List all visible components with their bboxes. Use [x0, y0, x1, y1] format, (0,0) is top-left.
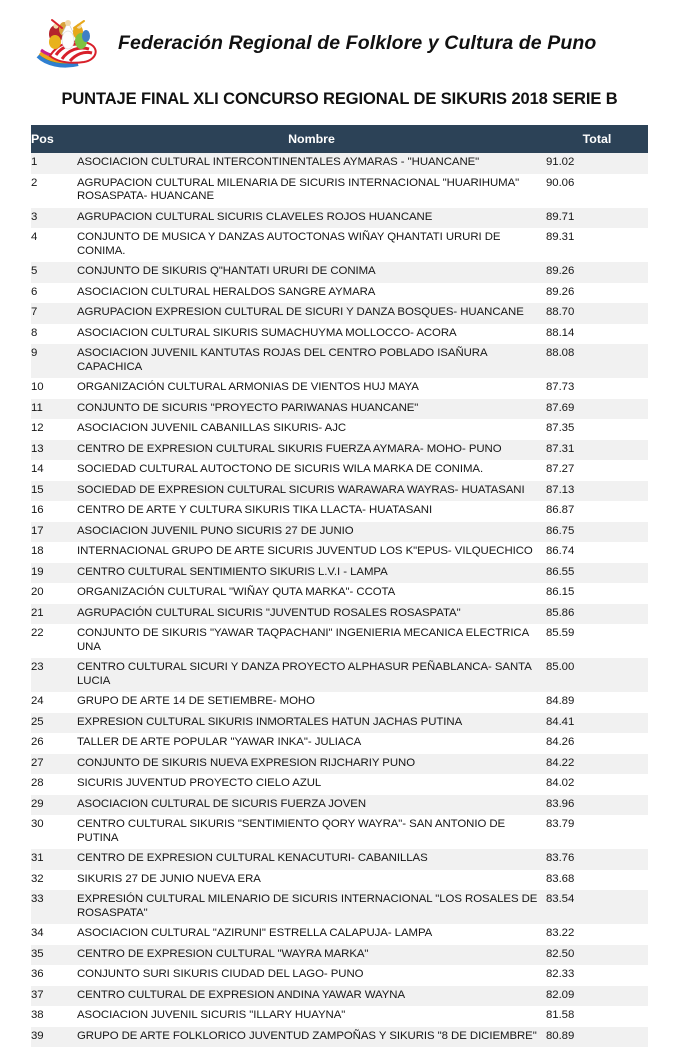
table-row	[31, 563, 648, 584]
cell-pos: 26	[31, 733, 77, 754]
table-row	[31, 1006, 648, 1027]
table-row	[31, 174, 648, 208]
cell-nombre: CENTRO CULTURAL SIKURIS "SENTIMIENTO QORY WAYRA"- SAN ANTONIO DE PUTINA	[77, 815, 546, 849]
cell-nombre: AGRUPACION EXPRESION CULTURAL DE SICURI Y DANZA BOSQUES- HUANCANE	[77, 303, 546, 324]
cell-nombre: CENTRO CULTURAL SICURI Y DANZA PROYECTO ALPHASUR PEÑABLANCA- SANTA LUCIA	[77, 658, 546, 692]
cell-nombre: ASOCIACION CULTURAL HERALDOS SANGRE AYMARA	[77, 283, 546, 304]
cell-pos: 7	[31, 303, 77, 324]
cell-total: 84.41	[546, 713, 648, 734]
cell-total: 82.33	[546, 965, 648, 986]
page-title: PUNTAJE FINAL XLI CONCURSO REGIONAL DE SIKURIS 2018 SERIE B	[0, 90, 679, 109]
cell-nombre: ASOCIACION JUVENIL SICURIS "ILLARY HUAYNA"	[77, 1006, 546, 1027]
cell-pos: 5	[31, 262, 77, 283]
cell-pos: 35	[31, 945, 77, 966]
cell-nombre: CONJUNTO DE SIKURIS NUEVA EXPRESION RIJCHARIY PUNO	[77, 754, 546, 775]
table-row	[31, 324, 648, 345]
table-body	[31, 153, 648, 1047]
cell-total: 86.15	[546, 583, 648, 604]
cell-total: 87.35	[546, 419, 648, 440]
cell-nombre: ASOCIACION JUVENIL CABANILLAS SIKURIS- AJC	[77, 419, 546, 440]
cell-total: 86.74	[546, 542, 648, 563]
cell-nombre: GRUPO DE ARTE FOLKLORICO JUVENTUD ZAMPOÑAS Y SIKURIS "8 DE DICIEMBRE"	[77, 1027, 546, 1047]
cell-pos: 32	[31, 870, 77, 891]
cell-pos: 12	[31, 419, 77, 440]
cell-total: 88.14	[546, 324, 648, 345]
cell-total: 86.55	[546, 563, 648, 584]
cell-pos: 17	[31, 522, 77, 543]
table-row	[31, 303, 648, 324]
masthead	[0, 0, 679, 72]
table-row	[31, 399, 648, 420]
table-row	[31, 440, 648, 461]
table-row	[31, 604, 648, 625]
cell-pos: 23	[31, 658, 77, 692]
cell-pos: 38	[31, 1006, 77, 1027]
cell-pos: 3	[31, 208, 77, 229]
table-row	[31, 815, 648, 849]
cell-pos: 13	[31, 440, 77, 461]
column-header-total: Total	[546, 125, 648, 153]
cell-nombre: CONJUNTO DE SICURIS "PROYECTO PARIWANAS HUANCANE"	[77, 399, 546, 420]
table-row	[31, 153, 648, 174]
table-row	[31, 1027, 648, 1047]
table-row	[31, 945, 648, 966]
cell-nombre: ASOCIACION JUVENIL KANTUTAS ROJAS DEL CENTRO POBLADO ISAÑURA CAPACHICA	[77, 344, 546, 378]
table-row	[31, 658, 648, 692]
column-header-pos: Pos	[31, 125, 77, 153]
table-row	[31, 344, 648, 378]
cell-pos: 4	[31, 228, 77, 262]
cell-nombre: ASOCIACION JUVENIL PUNO SICURIS 27 DE JUNIO	[77, 522, 546, 543]
cell-total: 83.54	[546, 890, 648, 924]
table-row	[31, 692, 648, 713]
cell-nombre: ASOCIACION CULTURAL INTERCONTINENTALES AYMARAS - "HUANCANE"	[77, 153, 546, 174]
cell-nombre: CENTRO DE EXPRESION CULTURAL KENACUTURI- CABANILLAS	[77, 849, 546, 870]
table-row	[31, 890, 648, 924]
cell-total: 83.22	[546, 924, 648, 945]
table-row	[31, 870, 648, 891]
table-row	[31, 419, 648, 440]
cell-nombre: ASOCIACION CULTURAL SIKURIS SUMACHUYMA MOLLOCCO- ACORA	[77, 324, 546, 345]
cell-total: 83.68	[546, 870, 648, 891]
table-row	[31, 378, 648, 399]
table-row	[31, 583, 648, 604]
cell-nombre: EXPRESIÓN CULTURAL MILENARIO DE SICURIS INTERNACIONAL "LOS ROSALES DE ROSASPATA"	[77, 890, 546, 924]
cell-nombre: ORGANIZACIÓN CULTURAL ARMONIAS DE VIENTOS HUJ MAYA	[77, 378, 546, 399]
cell-total: 84.89	[546, 692, 648, 713]
table-row	[31, 713, 648, 734]
cell-pos: 22	[31, 624, 77, 658]
table-row	[31, 849, 648, 870]
cell-nombre: CONJUNTO DE SIKURIS "YAWAR TAQPACHANI" INGENIERIA MECANICA ELECTRICA UNA	[77, 624, 546, 658]
table-row	[31, 965, 648, 986]
cell-nombre: AGRUPACION CULTURAL SICURIS CLAVELES ROJOS HUANCANE	[77, 208, 546, 229]
table-row	[31, 283, 648, 304]
cell-total: 87.13	[546, 481, 648, 502]
cell-total: 87.31	[546, 440, 648, 461]
cell-nombre: CONJUNTO DE SIKURIS Q"HANTATI URURI DE CONIMA	[77, 262, 546, 283]
cell-total: 81.58	[546, 1006, 648, 1027]
cell-pos: 10	[31, 378, 77, 399]
table-row	[31, 460, 648, 481]
cell-total: 89.71	[546, 208, 648, 229]
cell-pos: 24	[31, 692, 77, 713]
cell-nombre: EXPRESION CULTURAL SIKURIS INMORTALES HATUN JACHAS PUTINA	[77, 713, 546, 734]
cell-total: 87.69	[546, 399, 648, 420]
cell-pos: 21	[31, 604, 77, 625]
cell-nombre: AGRUPACION CULTURAL MILENARIA DE SICURIS INTERNACIONAL "HUARIHUMA" ROSASPATA- HUANCANE	[77, 174, 546, 208]
cell-nombre: GRUPO DE ARTE 14 DE SETIEMBRE- MOHO	[77, 692, 546, 713]
cell-pos: 9	[31, 344, 77, 378]
cell-total: 82.09	[546, 986, 648, 1007]
cell-total: 89.26	[546, 262, 648, 283]
cell-total: 85.59	[546, 624, 648, 658]
table-header	[31, 125, 648, 153]
cell-nombre: ASOCIACION CULTURAL DE SICURIS FUERZA JOVEN	[77, 795, 546, 816]
cell-pos: 16	[31, 501, 77, 522]
cell-pos: 30	[31, 815, 77, 849]
cell-nombre: SOCIEDAD DE EXPRESION CULTURAL SICURIS WARAWARA WAYRAS- HUATASANI	[77, 481, 546, 502]
cell-pos: 39	[31, 1027, 77, 1047]
folklore-federation-logo	[32, 12, 104, 74]
cell-pos: 34	[31, 924, 77, 945]
cell-nombre: SIKURIS 27 DE JUNIO NUEVA ERA	[77, 870, 546, 891]
cell-pos: 14	[31, 460, 77, 481]
table-row	[31, 522, 648, 543]
cell-pos: 20	[31, 583, 77, 604]
cell-total: 88.08	[546, 344, 648, 378]
cell-nombre: TALLER DE ARTE POPULAR "YAWAR INKA"- JULIACA	[77, 733, 546, 754]
cell-total: 80.89	[546, 1027, 648, 1047]
table-row	[31, 774, 648, 795]
cell-nombre: CENTRO CULTURAL SENTIMIENTO SIKURIS L.V.I - LAMPA	[77, 563, 546, 584]
cell-nombre: SICURIS JUVENTUD PROYECTO CIELO AZUL	[77, 774, 546, 795]
organization-title: Federación Regional de Folklore y Cultura de Puno	[118, 32, 596, 55]
cell-nombre: SOCIEDAD CULTURAL AUTOCTONO DE SICURIS WILA MARKA DE CONIMA.	[77, 460, 546, 481]
cell-nombre: CENTRO DE EXPRESION CULTURAL "WAYRA MARKA"	[77, 945, 546, 966]
cell-pos: 6	[31, 283, 77, 304]
cell-nombre: AGRUPACIÓN CULTURAL SICURIS "JUVENTUD ROSALES ROSASPATA"	[77, 604, 546, 625]
cell-total: 84.22	[546, 754, 648, 775]
cell-pos: 33	[31, 890, 77, 924]
cell-nombre: CONJUNTO SURI SIKURIS CIUDAD DEL LAGO- PUNO	[77, 965, 546, 986]
table-row	[31, 986, 648, 1007]
table-row	[31, 501, 648, 522]
table-row	[31, 795, 648, 816]
cell-total: 83.96	[546, 795, 648, 816]
cell-pos: 18	[31, 542, 77, 563]
cell-nombre: CENTRO DE EXPRESION CULTURAL SIKURIS FUERZA AYMARA- MOHO- PUNO	[77, 440, 546, 461]
cell-total: 88.70	[546, 303, 648, 324]
cell-total: 86.75	[546, 522, 648, 543]
cell-pos: 15	[31, 481, 77, 502]
cell-total: 89.26	[546, 283, 648, 304]
cell-nombre: CENTRO CULTURAL DE EXPRESION ANDINA YAWAR WAYNA	[77, 986, 546, 1007]
cell-nombre: CONJUNTO DE MUSICA Y DANZAS AUTOCTONAS WIÑAY QHANTATI URURI DE CONIMA.	[77, 228, 546, 262]
table-row	[31, 208, 648, 229]
cell-total: 85.00	[546, 658, 648, 692]
cell-total: 89.31	[546, 228, 648, 262]
cell-total: 84.02	[546, 774, 648, 795]
cell-pos: 36	[31, 965, 77, 986]
cell-pos: 37	[31, 986, 77, 1007]
cell-total: 90.06	[546, 174, 648, 208]
cell-total: 85.86	[546, 604, 648, 625]
table-row	[31, 228, 648, 262]
cell-total: 83.76	[546, 849, 648, 870]
table-row	[31, 754, 648, 775]
table-row	[31, 624, 648, 658]
table-row	[31, 542, 648, 563]
cell-total: 82.50	[546, 945, 648, 966]
cell-pos: 25	[31, 713, 77, 734]
cell-pos: 1	[31, 153, 77, 174]
results-table	[31, 125, 648, 1047]
table-row	[31, 924, 648, 945]
cell-nombre: INTERNACIONAL GRUPO DE ARTE SICURIS JUVENTUD LOS K"EPUS- VILQUECHICO	[77, 542, 546, 563]
cell-pos: 2	[31, 174, 77, 208]
cell-pos: 11	[31, 399, 77, 420]
results-table-container	[31, 125, 647, 1047]
cell-total: 87.27	[546, 460, 648, 481]
cell-nombre: CENTRO DE ARTE Y CULTURA SIKURIS TIKA LLACTA- HUATASANI	[77, 501, 546, 522]
cell-pos: 27	[31, 754, 77, 775]
cell-pos: 31	[31, 849, 77, 870]
table-row	[31, 733, 648, 754]
column-header-nombre: Nombre	[77, 125, 546, 153]
cell-nombre: ASOCIACION CULTURAL "AZIRUNI" ESTRELLA CALAPUJA- LAMPA	[77, 924, 546, 945]
cell-total: 87.73	[546, 378, 648, 399]
cell-pos: 8	[31, 324, 77, 345]
cell-total: 84.26	[546, 733, 648, 754]
cell-total: 83.79	[546, 815, 648, 849]
cell-pos: 28	[31, 774, 77, 795]
table-row	[31, 481, 648, 502]
cell-total: 86.87	[546, 501, 648, 522]
cell-total: 91.02	[546, 153, 648, 174]
table-row	[31, 262, 648, 283]
cell-pos: 29	[31, 795, 77, 816]
table-header-row	[31, 125, 648, 153]
cell-nombre: ORGANIZACIÓN CULTURAL "WIÑAY QUTA MARKA"- CCOTA	[77, 583, 546, 604]
cell-pos: 19	[31, 563, 77, 584]
